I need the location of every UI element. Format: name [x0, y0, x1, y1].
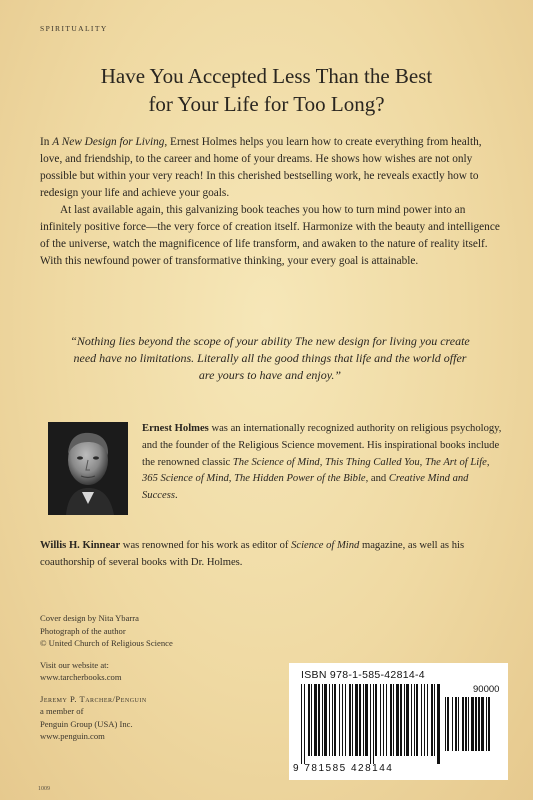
barcode-stripe: [352, 684, 353, 756]
barcode-stripe: [375, 684, 377, 756]
headline-line-2: for Your Life for Too Long?: [148, 92, 385, 116]
bio-end: .: [174, 490, 178, 502]
barcode-stripe: [396, 684, 399, 756]
cover-credit: Cover design by Nita Ybarra: [40, 613, 139, 623]
barcode-stripe: [427, 684, 428, 756]
barcode-stripe: [365, 684, 368, 756]
barcode-stripe: [308, 684, 310, 756]
barcode-stripe: [345, 684, 346, 756]
photo-credit: Photograph of the author: [40, 625, 126, 636]
barcode-stripe: [431, 684, 433, 756]
barcode-stripe: [318, 684, 320, 756]
barcode-bars: [301, 684, 441, 764]
barcode-stripe: [411, 684, 412, 756]
barcode-stripe: [301, 684, 302, 764]
barcode-stripe: [363, 684, 364, 756]
isbn-barcode: [289, 663, 508, 780]
barcode-stripe: [452, 697, 453, 751]
website-link-tarcher[interactable]: www.tarcherbooks.com: [40, 672, 122, 682]
description: [40, 134, 502, 270]
barcode-stripe: [478, 697, 480, 751]
barcode-stripe: [311, 684, 312, 756]
barcode-stripe: [386, 684, 387, 756]
barcode-stripe: [322, 684, 323, 756]
barcode-stripe: [349, 684, 351, 756]
addon-barcode-bars: [445, 697, 495, 765]
barcode-stripe: [458, 697, 459, 751]
price-code: 90000: [473, 684, 500, 695]
barcode-stripe: [475, 697, 477, 751]
barcode-stripe: [334, 684, 336, 756]
barcode-stripe: [314, 684, 317, 756]
p1-intro: In: [40, 136, 53, 148]
p1-rest: Ernest Holmes helps you learn how to create everything from health, love, and friendship, to the career and home of your dreams. He shows how wishes are not only possible but within your very reach! In this cherished bestselling work, he reveals exactly how to redesign your life and achieve your goals.: [40, 136, 482, 199]
barcode-stripe: [481, 697, 484, 751]
barcode-stripe: [380, 684, 381, 756]
barcode-stripe: [486, 697, 487, 751]
description-paragraph-1: [40, 134, 502, 202]
barcode-stripe: [421, 684, 422, 756]
barcode-stripe: [471, 697, 474, 751]
barcode-stripe: [416, 684, 418, 756]
author-name: Ernest Holmes: [142, 423, 209, 434]
barcode-stripe: [437, 684, 440, 764]
bio-text: was an internationally recognized authority on religious psychology, and the founder of the Religious Science movement. His inspirational books include the renowned classic: [142, 423, 502, 468]
coauthor-bio: [40, 538, 500, 572]
barcode-stripe: [404, 684, 405, 756]
barcode-stripe: [445, 697, 446, 751]
barcode-stripe: [355, 684, 358, 756]
barcode-stripe: [424, 684, 425, 756]
visit-label: Visit our website at:: [40, 659, 109, 670]
barcode-stripe: [414, 684, 415, 756]
headline: [0, 62, 533, 118]
barcode-stripe: [462, 697, 464, 751]
barcode-stripe: [339, 684, 340, 756]
publisher-group: Penguin Group (USA) Inc.: [40, 718, 133, 729]
author-bio: [142, 421, 502, 505]
coauthor-text-end: magazine, as well as his coauthorship of several books with Dr. Holmes.: [40, 540, 465, 568]
barcode-stripe: [434, 684, 435, 756]
headline-line-1: Have You Accepted Less Than the Best: [100, 64, 433, 88]
bio-and: and: [368, 473, 389, 485]
barcode-stripe: [393, 684, 394, 756]
publisher-member: a member of: [40, 706, 84, 716]
bio-titles: The Science of Mind, This Thing Called You, The Art of Life, 365 Science of Mind, The Hidden Power of the Bible,: [142, 456, 490, 485]
credits: [40, 612, 173, 743]
copyright: © United Church of Religious Science: [40, 638, 173, 648]
barcode-stripe: [342, 684, 343, 756]
barcode-stripe: [329, 684, 330, 756]
description-paragraph-2: At last available again, this galvanizing book teaches you how to turn mind power into an infinitely positive force—the very force of creation itself. Harmonize with the beauty and intelligence of the universe, watch the magnificence of life transform, and awaken to the nature of reality itself. With this newfound power of transformative thinking, your every goal is attainable.: [40, 204, 500, 267]
print-code: 1009: [38, 786, 50, 792]
barcode-stripe: [370, 684, 371, 764]
bio-titles-last: Creative Mind and Success: [142, 473, 469, 502]
coauthor-name: Willis H. Kinnear: [40, 540, 121, 551]
barcode-stripe: [406, 684, 409, 756]
barcode-stripe: [304, 684, 305, 764]
barcode-stripe: [359, 684, 361, 756]
barcode-stripe: [383, 684, 384, 756]
barcode-stripe: [390, 684, 392, 756]
book-title: A New Design for Living,: [52, 136, 168, 148]
barcode-stripe: [324, 684, 327, 756]
website-link-penguin[interactable]: www.penguin.com: [40, 731, 105, 741]
coauthor-text: was renowned for his work as editor of: [120, 540, 292, 551]
barcode-stripe: [400, 684, 402, 756]
isbn-label: ISBN 978-1-585-42814-4: [301, 669, 425, 681]
pull-quote: “Nothing lies beyond the scope of your ability The new design for living you create need have no limitations. Literally all the good things that life and the world offer are yours to have and enjoy.”: [70, 334, 470, 382]
barcode-stripe: [465, 697, 467, 751]
barcode-stripe: [332, 684, 333, 756]
author-photo: [48, 422, 128, 515]
barcode-stripe: [455, 697, 457, 751]
barcode-stripe: [488, 697, 490, 751]
publisher-name: Jeremy P. Tarcher/Penguin: [40, 693, 147, 704]
barcode-stripe: [468, 697, 469, 751]
barcode-stripe: [373, 684, 374, 764]
magazine-title: Science of Mind: [291, 540, 360, 551]
ean-digits: 9 781585 428144: [293, 763, 394, 774]
category-label: SPIRITUALITY: [40, 24, 108, 33]
barcode-stripe: [447, 697, 449, 751]
